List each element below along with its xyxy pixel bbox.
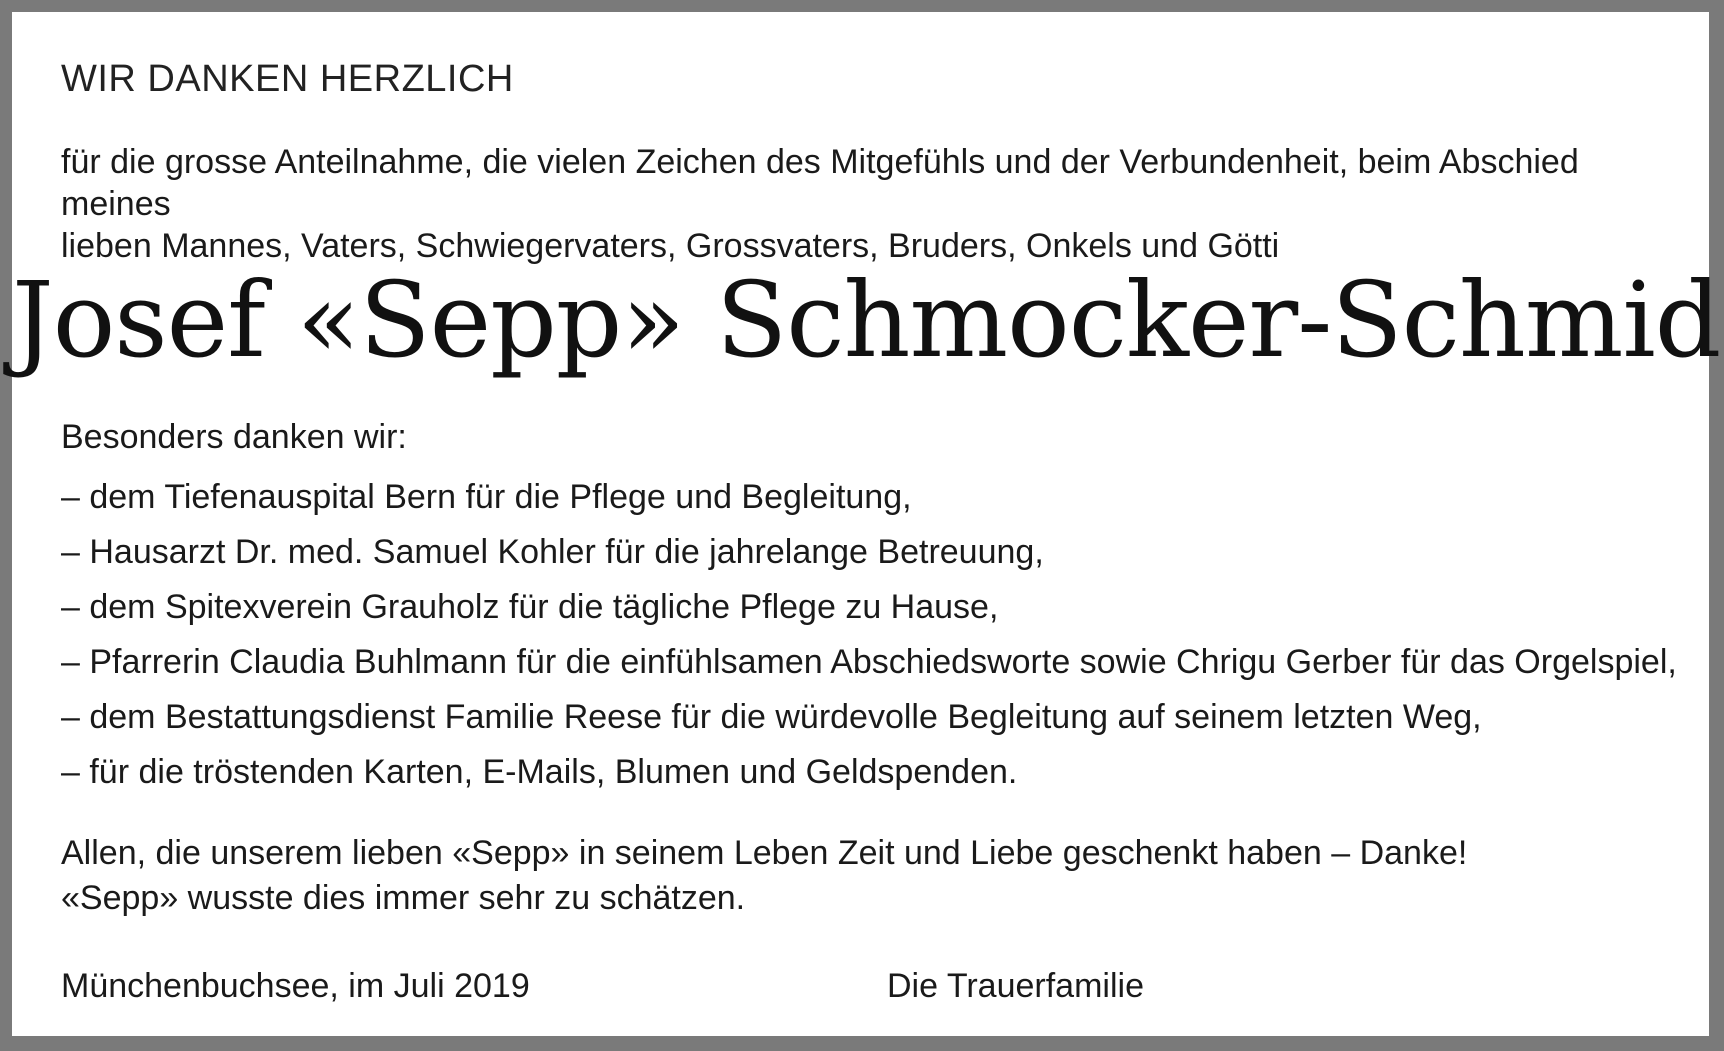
thanks-list [61,470,1677,800]
place-date: Münchenbuchsee, im Juli 2019 [61,967,530,1005]
header-title: WIR DANKEN HERZLICH [61,58,514,100]
closing-line-1: Allen, die unserem lieben «Sepp» in seinem Leben Zeit und Liebe geschenkt haben – Danke! [61,834,1468,872]
closing-paragraph [61,831,1561,921]
list-item: – dem Bestattungsdienst Familie Reese für die würdevolle Begleitung auf seinem letzten Weg, [61,698,1482,736]
list-item: – für die tröstenden Karten, E-Mails, Blumen und Geldspenden. [61,753,1018,791]
intro-line-2: lieben Mannes, Vaters, Schwiegervaters, Grossvaters, Bruders, Onkels und Götti [61,227,1280,265]
deceased-name: Josef «Sepp» Schmocker-Schmid [12,259,1721,381]
intro-paragraph [61,141,1681,267]
intro-line-1: für die grosse Anteilnahme, die vielen Zeichen des Mitgefühls und der Verbundenheit, beim Abschied meines [61,143,1579,223]
list-item: – Hausarzt Dr. med. Samuel Kohler für die jahrelange Betreuung, [61,533,1044,571]
list-item: – dem Tiefenauspital Bern für die Pflege und Begleitung, [61,478,912,516]
obituary-card [12,12,1721,1036]
list-item: – dem Spitexverein Grauholz für die tägliche Pflege zu Hause, [61,588,999,626]
closing-line-2: «Sepp» wusste dies immer sehr zu schätzen. [61,879,746,917]
list-item: – Pfarrerin Claudia Buhlmann für die einfühlsamen Abschiedsworte sowie Chrigu Gerber für das Orgelspiel, [61,643,1677,681]
signature: Die Trauerfamilie [887,967,1144,1005]
thanks-heading: Besonders danken wir: [61,418,407,456]
